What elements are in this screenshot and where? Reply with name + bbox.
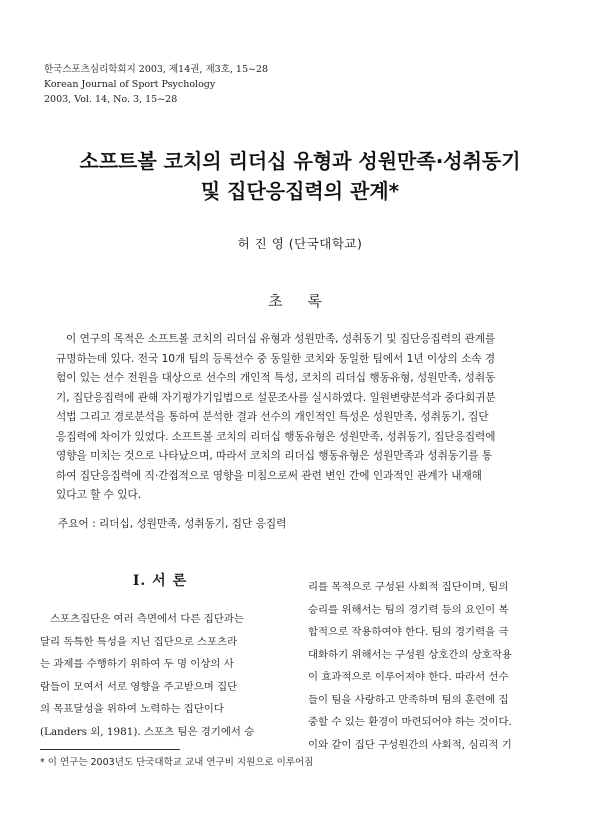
body-line: 는 과제를 수행하기 위하여 두 명 이상의 사 [40,658,234,670]
body-line: 람들이 모여서 서로 영향을 주고받으며 집단 [40,680,238,693]
body-line: 대화하기 위해서는 구성원 상호간의 상호작용 [308,648,512,661]
body-line: 중할 수 있는 환경이 마련되어야 하는 것이다. [308,716,512,728]
abstract-line: 석법 그리고 경로분석을 통하여 분석한 결과 선수의 개인적인 특성은 성원만족, 성취동기, 집단 [56,411,489,423]
body-line: 이 효과적으로 이루어져야 한다. 따라서 선수 [308,671,509,683]
abstract-body [56,330,546,506]
abstract-line: 영향을 미치는 것으로 나타났으며, 따라서 코치의 리더십 행동유형은 성원만족과 성취동기를 통 [56,450,493,462]
keywords: 주요어 : 리더십, 성원만족, 성취동기, 집단 응집력 [58,518,287,530]
body-line: 승리를 위해서는 팀의 경기력 등의 요인이 복 [308,603,509,616]
body-line: 들이 팀을 사랑하고 만족하며 팀의 훈련에 집 [308,693,509,706]
abstract-line: 하여 집단응집력에 직·간접적으로 영향을 미침으로써 관련 변인 간에 인과적인 관계가 내재해 [56,469,482,482]
journal-citation [44,62,268,107]
body-line: 달리 독특한 특성을 지닌 집단으로 스포츠라 [40,635,238,648]
journal-citation-english: Korean Journal of Sport Psychology [44,79,216,90]
footnote-divider [40,749,180,750]
abstract-heading: 초 록 [268,292,332,310]
abstract-line: 규명하는데 있다. 전국 10개 팀의 등록선수 중 동일한 코치와 동일한 팀에서 1년 이상의 소속 경 [56,352,496,365]
body-line: 합적으로 작용하여야 한다. 팀의 경기력을 극 [308,626,509,638]
abstract-line: 이 연구의 목적은 소프트볼 코치의 리더십 유형과 성원만족, 성취동기 및 집단응집력의 관계를 [66,333,496,345]
journal-citation-volume: 2003, Vol. 14, No. 3, 15~28 [44,94,178,105]
footnote: * 이 연구는 2003년도 단국대학교 교내 연구비 지원으로 이루어짐 [40,757,314,768]
body-column-right [308,576,568,756]
abstract-line: 있다고 할 수 있다. [56,489,142,501]
abstract-line: 험이 있는 선수 전원을 대상으로 선수의 개인적 특성, 코치의 리더십 행동유형, 성원만족, 성취동 [56,372,496,384]
paper-title [40,146,560,206]
section-heading-introduction: Ⅰ. 서 론 [132,573,188,589]
body-line: 이와 같이 집단 구성원간의 사회적, 심리적 기 [308,738,512,751]
abstract-line: 응집력에 차이가 있었다. 소프트볼 코치의 리더십 행동유형은 성원만족, 성취동기, 집단응집력에 [56,430,496,443]
body-column-left [40,608,290,743]
body-line: 스포츠집단은 여러 측면에서 다른 집단과는 [50,613,244,625]
journal-citation-korean: 한국스포츠심리학회지 2003, 제14권, 제3호, 15~28 [44,64,269,75]
paper-title-line-1: 소프트볼 코치의 리더십 유형과 성원만족·성취동기 [79,149,521,173]
body-line: 리를 목적으로 구성된 사회적 집단이며, 팀의 [308,581,509,593]
author-affiliation: 허 진 영 (단국대학교) [237,236,363,251]
body-line: 의 목표달성을 위하여 노력하는 집단이다 [40,703,224,715]
abstract-line: 기, 집단응집력에 관해 자기평가기입법으로 설문조사를 실시하였다. 일원변량분석과 중다회귀분 [56,391,496,404]
paper-title-line-2: 및 집단응집력의 관계* [200,179,400,203]
body-line: (Landers 외, 1981). 스포츠 팀은 경기에서 승 [40,725,255,738]
